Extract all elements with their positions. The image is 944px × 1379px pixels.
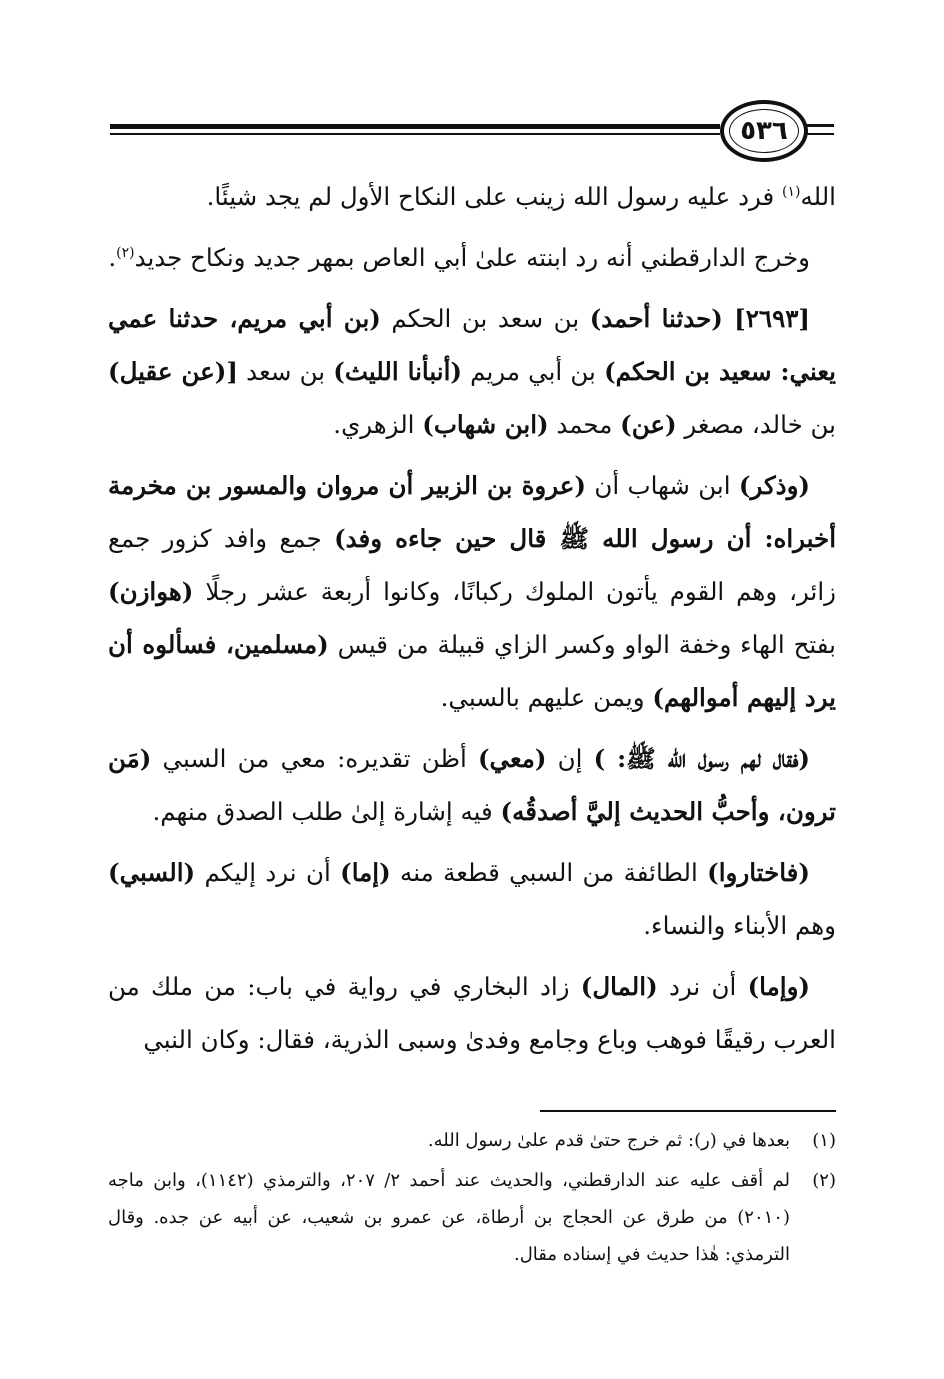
page-number-inner-ring xyxy=(729,109,799,153)
text-span: الله xyxy=(800,182,836,211)
text-span: زاد البخاري في رواية في باب: من ملك من العرب رقيقًا فوهب وباع وجامع وفدىٰ وسبى الذرية، فقال: وكان النبي xyxy=(108,972,836,1054)
text-span: بن أبي مريم xyxy=(461,357,605,386)
bold-span: [٢٦٩٣] (حدثنا أحمد) xyxy=(589,304,810,333)
paragraph-6 xyxy=(108,846,836,952)
footnote-text: لم أقف عليه عند الدارقطني، والحديث عند أحمد ٢/ ٢٠٧، والترمذي (١١٤٢)، وابن ماجه (٢٠١٠) من طرق عن الحجاج بن أرطاة، عن عمرو بن شعيب، عن أبيه عن جده. وقال الترمذي: هٰذا حديث في إسناده مقال. xyxy=(108,1170,790,1265)
paragraph-1 xyxy=(108,170,836,223)
bold-span: (السبي) xyxy=(108,858,196,887)
footnote-ref-2[interactable]: (٢) xyxy=(116,244,135,261)
header-rule-right-thick xyxy=(804,124,834,127)
text-span: وخرج الدارقطني أنه رد ابنته علىٰ أبي العاص بمهر جديد ونكاح جديد xyxy=(134,243,810,272)
text-span: أن نرد xyxy=(657,972,748,1001)
bold-span: (المال) xyxy=(580,972,658,1001)
bold-span: (مَن ترون، وأحبُّ الحديث إليَّ أصدقُه) xyxy=(108,744,836,826)
page-number: ٥٣٦ xyxy=(740,116,788,146)
paragraph-7 xyxy=(108,960,836,1066)
footnote-number: (٢) xyxy=(812,1170,836,1191)
header-rule-right-thin xyxy=(804,133,834,135)
text-span: أظن تقديره: معي من السبي xyxy=(151,744,478,773)
text-span: . xyxy=(108,243,117,272)
header-rule-thin xyxy=(110,133,720,135)
paragraph-2 xyxy=(108,231,836,284)
bold-span: (وإما) xyxy=(747,972,810,1001)
text-span: ويمن عليهم بالسبي. xyxy=(440,683,653,712)
footnote-text: بعدها في (ر): ثم خرج حتىٰ قدم علىٰ رسول الله. xyxy=(427,1130,790,1151)
footnote-separator xyxy=(540,1110,836,1112)
bold-span: (إما) xyxy=(340,858,391,887)
paragraph-5 xyxy=(108,732,836,838)
bold-span: (هوازن) xyxy=(108,577,194,606)
header-rule-thick xyxy=(110,124,720,129)
bold-span: (بن أبي مريم، حدثنا عمي يعني: سعيد بن الحكم) xyxy=(108,304,836,386)
text-span: بن سعد xyxy=(237,357,334,386)
text-span: الزهري. xyxy=(333,410,423,439)
text-span: محمد xyxy=(548,410,621,439)
text-span: جمع وافد كزور جمع زائر، وهم القوم يأتون الملوك ركبانًا، وكانوا أربعة عشر رجلًا xyxy=(108,524,836,606)
bold-span: (عروة بن الزبير أن مروان والمسور بن مخرمة أخبراه: أن رسول الله ﷺ قال حين جاءه وفد) xyxy=(108,471,836,553)
text-span: بن خالد، مصغر xyxy=(676,410,836,439)
text-span: بن سعد بن الحكم xyxy=(380,304,590,333)
bold-span: (عن) xyxy=(620,410,677,439)
bold-span: (أنبأنا الليث) xyxy=(333,357,462,386)
text-span: بفتح الهاء وخفة الواو وكسر الزاي قبيلة من قيس xyxy=(328,630,836,659)
bold-span: [(عن عقيل) xyxy=(108,357,238,386)
footnote-2 xyxy=(108,1162,836,1273)
bold-span: (ابن شهاب) xyxy=(422,410,549,439)
paragraph-hadith-2693 xyxy=(108,292,836,451)
bold-span: (فقال لهم رسول الله ﷺ: ) xyxy=(593,744,811,773)
main-text xyxy=(108,170,836,1066)
footnote-number: (١) xyxy=(812,1130,836,1151)
bold-span: (معي) xyxy=(477,744,547,773)
footnotes xyxy=(108,1122,836,1276)
text-span: فيه إشارة إلىٰ طلب الصدق منهم. xyxy=(152,797,501,826)
bold-span: (مسلمين، فسألوه أن يرد إليهم أموالهم) xyxy=(108,630,836,712)
bold-span: (وذكر) xyxy=(738,471,810,500)
text-span: فرد عليه رسول الله زينب على النكاح الأول لم يجد شيئًا. xyxy=(206,182,782,211)
bold-span: (فاختاروا) xyxy=(707,858,810,887)
text-span: ابن شهاب أن xyxy=(586,471,739,500)
text-span: أن نرد إليكم xyxy=(195,858,341,887)
page-number-badge xyxy=(720,100,808,162)
text-span: الطائفة من السبي قطعة منه xyxy=(390,858,708,887)
footnote-ref-1[interactable]: (١) xyxy=(782,183,801,200)
footnote-1 xyxy=(108,1122,836,1159)
text-span: إن xyxy=(546,744,594,773)
paragraph-4 xyxy=(108,459,836,724)
text-span: وهم الأبناء والنساء. xyxy=(643,911,836,940)
